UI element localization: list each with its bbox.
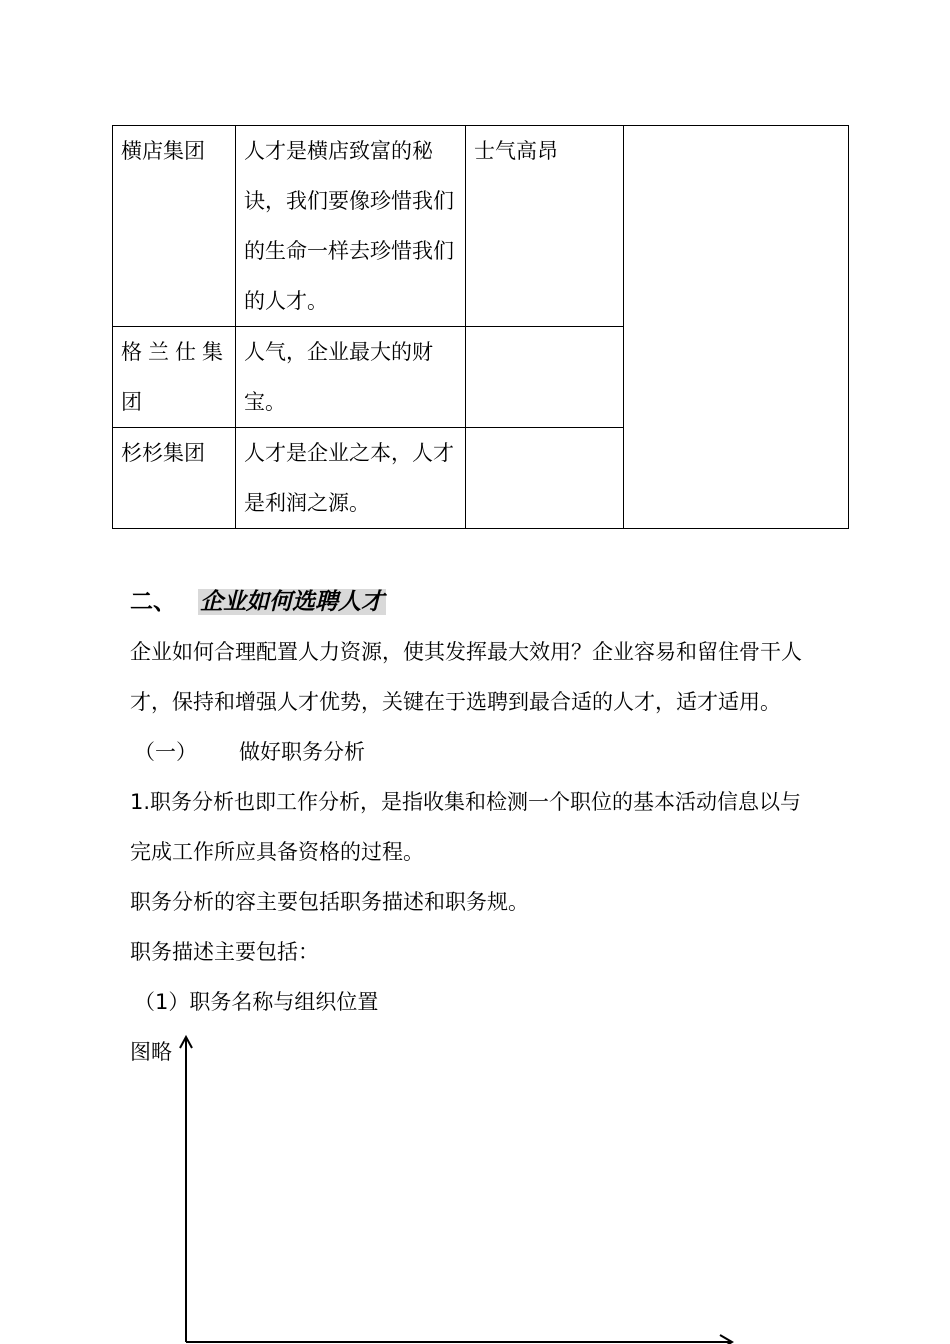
note-cell: 士气高昂: [466, 126, 624, 327]
subsection-number: （一）: [134, 740, 197, 764]
intro-paragraph-line-1: 企业如何合理配置人力资源，使其发挥最大效用？企业容易和留住骨干人: [130, 640, 802, 664]
quote-cell: 人才是横店致富的秘诀，我们要像珍惜我们的生命一样去珍惜我们的人才。: [236, 126, 466, 327]
note-cell: [466, 428, 624, 529]
note-cell: [466, 327, 624, 428]
subsection-heading: [134, 727, 854, 777]
list-item: （1）职务名称与组织位置: [134, 990, 379, 1014]
definition-line-1: 1.职务分析也即工作分析，是指收集和检测一个职位的基本活动信息以与: [130, 790, 802, 814]
quote-cell: 人才是企业之本，人才是利润之源。: [236, 428, 466, 529]
subsection-title: 做好职务分析: [239, 740, 365, 764]
definition-line-2: 完成工作所应具备资格的过程。: [130, 840, 424, 864]
section-number: 二、: [130, 589, 176, 615]
company-cell: 杉杉集团: [113, 428, 236, 529]
intro-paragraph-line-2: 才，保持和增强人才优势，关键在于选聘到最合适的人才，适才适用。: [130, 690, 781, 714]
quote-cell: 人气，企业最大的财宝。: [236, 327, 466, 428]
empty-merged-cell: [624, 126, 849, 529]
company-cell: 横店集团: [113, 126, 236, 327]
description-intro: 职务描述主要包括：: [130, 940, 319, 964]
company-quotes-table: [112, 125, 849, 529]
section-heading: [130, 582, 386, 622]
content-paragraph: 职务分析的容主要包括职务描述和职务规。: [130, 890, 529, 914]
table-row: [113, 126, 849, 327]
figure-axes: [176, 1030, 746, 1344]
figure-label: 图略: [130, 1040, 172, 1064]
section-title: 企业如何选聘人才: [200, 589, 384, 615]
company-cell: 格兰仕集团: [113, 327, 236, 428]
